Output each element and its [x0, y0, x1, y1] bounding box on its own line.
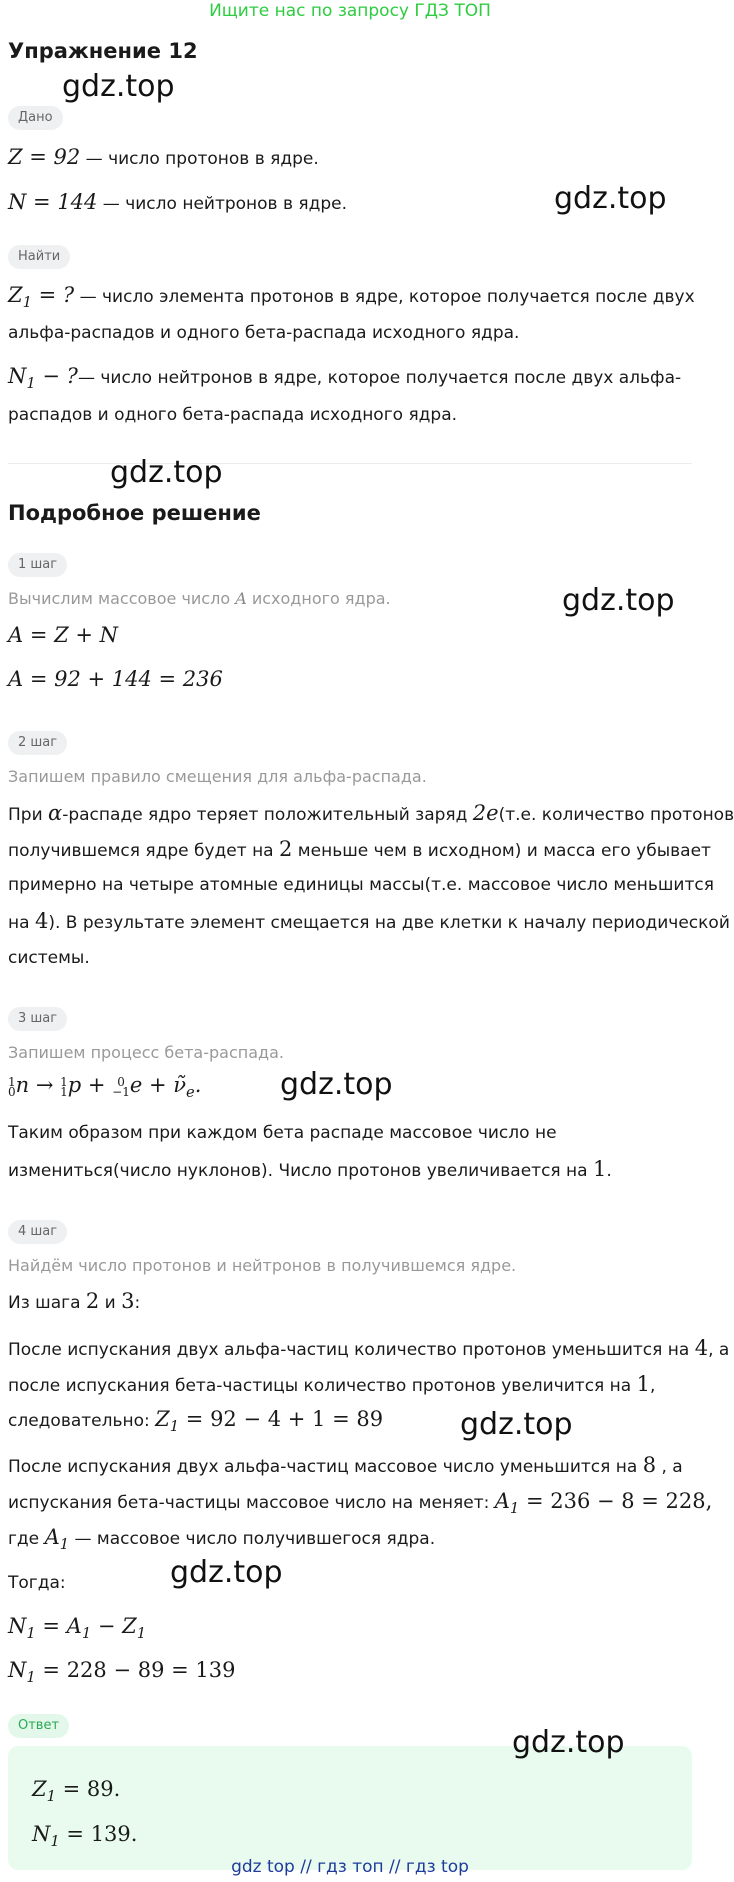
solution-title: Подробное решение: [8, 501, 261, 525]
answer-n1: $N_1 = 139$.: [32, 1822, 138, 1851]
bottom-links[interactable]: gdz top // гдз топ // гдз top: [231, 1857, 469, 1877]
given-z-text: — число протонов в ядре.: [80, 149, 319, 169]
step2-line1: При α-распаде ядро теряет положительный заряд 2e(т.е. количество протонов: [8, 801, 734, 825]
step2-hint: Запишем правило смещения для альфа-распада.: [8, 767, 427, 786]
find-tag: Найти: [8, 245, 70, 269]
step4-q2: испускания бета-частицы массовое число на меняет: $A_1 = 236 - 8 = 228$,: [8, 1489, 713, 1518]
given-n: [8, 191, 347, 215]
step2-line2: получившемся ядре будет на 2 меньше чем в исходном) и масса его убывает: [8, 837, 711, 861]
step3-tag: 3 шаг: [8, 1007, 67, 1031]
watermark: gdz.top: [170, 1555, 283, 1590]
step4-tag: 4 шаг: [8, 1220, 67, 1244]
step1-eq1: A = Z + N: [8, 623, 119, 647]
step3-line2: измениться(число нуклонов). Число протонов увеличивается на 1.: [8, 1157, 612, 1181]
step4-from: Из шага 2 и 3:: [8, 1289, 141, 1313]
step4-p1: После испускания двух альфа-частиц количество протонов уменьшится на 4, а: [8, 1336, 730, 1360]
step2-line4: на 4). В результате элемент смещается на две клетки к началу периодической: [8, 909, 730, 933]
watermark: gdz.top: [110, 455, 223, 490]
step2-line5: системы.: [8, 948, 90, 968]
step4-q3: где $A_1$ — массовое число получившегося ядра.: [8, 1525, 436, 1554]
step3-line1: Таким образом при каждом бета распаде массовое число не: [8, 1123, 557, 1143]
watermark: gdz.top: [554, 181, 667, 216]
step1-tag: 1 шаг: [8, 553, 67, 577]
given-n-text: — число нейтронов в ядре.: [97, 194, 348, 214]
step4-q1: После испускания двух альфа-частиц массовое число уменьшится на 8 , а: [8, 1453, 683, 1477]
step4-hint: Найдём число протонов и нейтронов в получившемся ядре.: [8, 1256, 517, 1275]
watermark: gdz.top: [280, 1067, 393, 1102]
given-z-math: Z = 92: [8, 145, 81, 169]
step4-then: Тогда:: [8, 1573, 66, 1593]
find-n1-line2: распадов и одного бета-распада исходного ядра.: [8, 405, 458, 425]
top-search-link[interactable]: Ищите нас по запросу ГДЗ ТОП: [209, 1, 491, 21]
given-n-math: N = 144: [8, 190, 98, 214]
find-z1-line1: $Z_1$ = ? — число элемента протонов в ядре, которое получается после двух: [8, 283, 695, 312]
exercise-title: Упражнение 12: [8, 39, 198, 63]
step4-eq2: $N_1 = 228 - 89 = 139$: [8, 1658, 236, 1687]
step4-p3: следовательно: $Z_1 = 92 - 4 + 1 = 89$: [8, 1407, 384, 1436]
watermark: gdz.top: [512, 1725, 625, 1760]
step1-eq2: A = 92 + 144 = 236: [8, 667, 223, 691]
step4-eq1: $N_1 = A_1 - Z_1$: [8, 1614, 147, 1643]
step4-p2: после испускания бета-частицы количество протонов увеличится на 1,: [8, 1372, 656, 1396]
find-z1-line2: альфа-распадов и одного бета-распада исходного ядра.: [8, 323, 520, 343]
z1-math: $Z_1$ = ?: [8, 283, 75, 312]
beta-decay-equation: 1 0n → 1 1p + 0 $-1e + \nũ_e$.: [8, 1073, 202, 1102]
watermark: gdz.top: [460, 1407, 573, 1442]
step1-hint: Вычислим массовое число A исходного ядра.: [8, 589, 391, 608]
step2-line3: примерно на четыре атомные единицы массы(т.е. массовое число меньшится: [8, 875, 714, 895]
answer-tag: Ответ: [8, 1714, 69, 1738]
watermark: gdz.top: [62, 69, 175, 104]
given-z: [8, 146, 319, 170]
answer-z1: $Z_1 = 89$.: [32, 1777, 121, 1806]
watermark: gdz.top: [562, 583, 675, 618]
given-tag: Дано: [8, 106, 63, 130]
find-n1-line1: $N_1$ − ?— число нейтронов в ядре, которое получается после двух альфа-: [8, 364, 682, 393]
step3-hint: Запишем процесс бета-распада.: [8, 1043, 284, 1062]
n1-math: $N_1$ − ?: [8, 364, 78, 393]
step2-tag: 2 шаг: [8, 731, 67, 755]
